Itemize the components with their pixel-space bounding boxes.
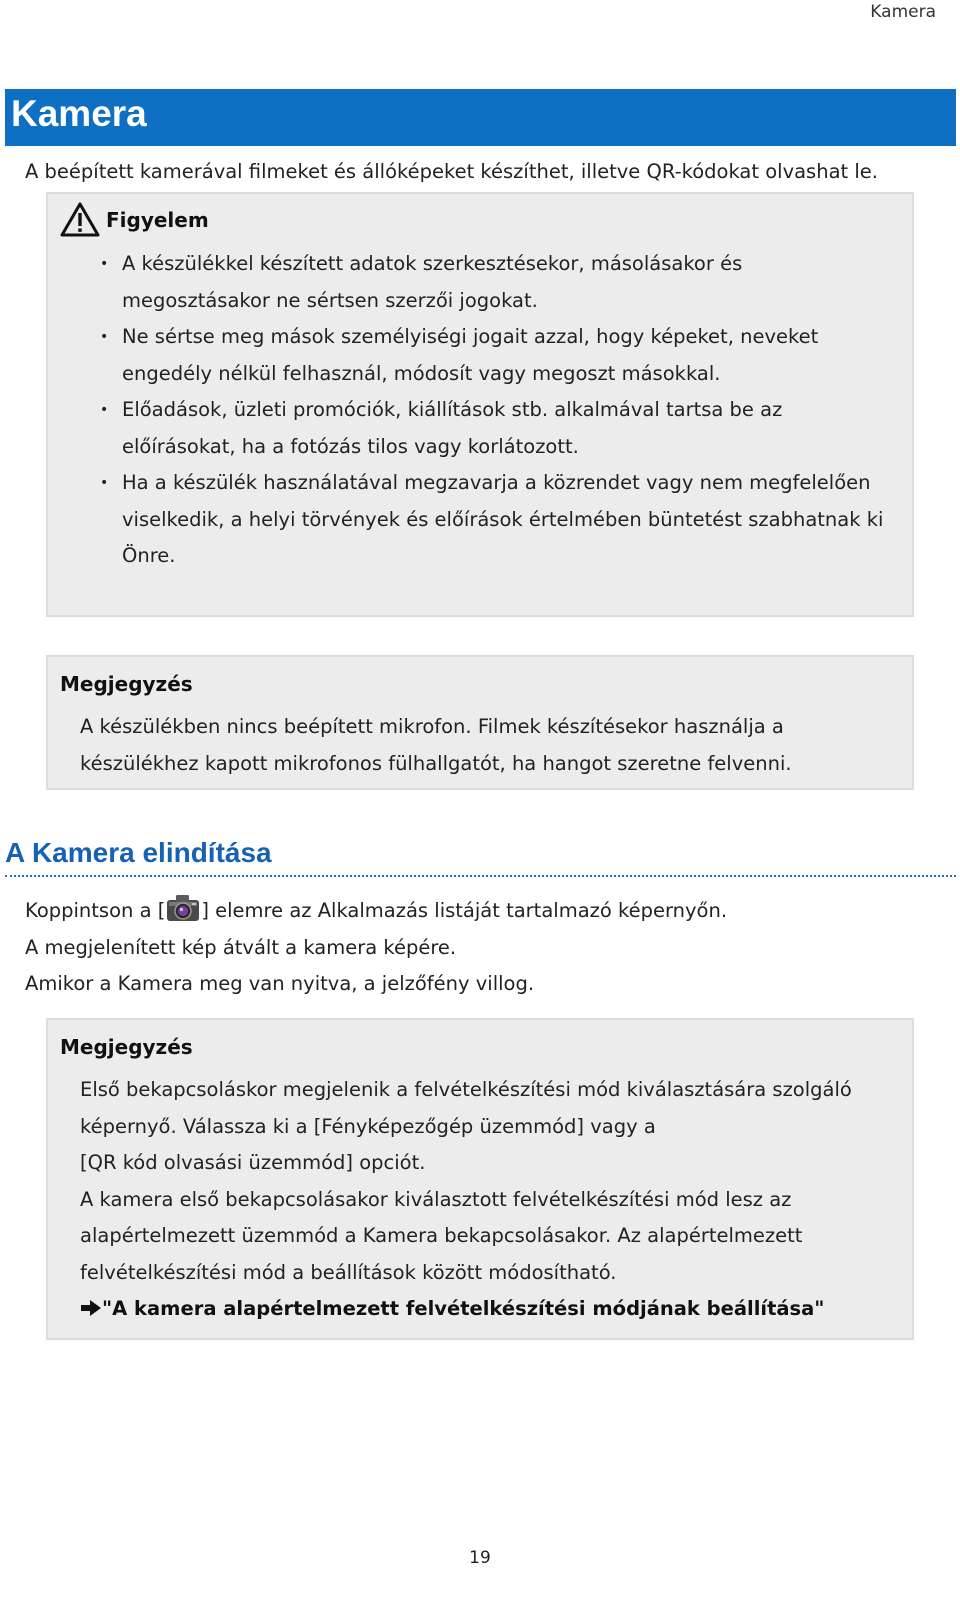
list-item: • Ne sértse meg mások személyiségi jogait azzal, hogy képeket, neveket engedély nélkül felhasznál, módosít vagy megoszt másokkal. — [100, 319, 892, 392]
warning-heading — [60, 202, 209, 238]
note-paragraph-1b: [QR kód olvasási üzemmód] opciót. — [80, 1151, 426, 1174]
reference-link-label[interactable]: "A kamera alapértelmezett felvételkészítési módjának beállítása" — [102, 1297, 825, 1320]
list-item: • A készülékkel készített adatok szerkesztésekor, másolásakor és megosztásakor ne sértsen szerzői jogokat. — [100, 246, 892, 319]
page-number: 19 — [469, 1548, 491, 1568]
reference-link[interactable] — [80, 1291, 900, 1328]
note-text — [80, 1072, 900, 1328]
warning-list — [100, 246, 892, 575]
intro-text: A beépített kamerával filmeket és állóképeket készíthet, illetve QR-kódokat olvashat le. — [25, 160, 878, 183]
note-heading: Megjegyzés — [60, 1035, 193, 1059]
note-text: A készülékben nincs beépített mikrofon. Filmek készítésekor használja a készülékhez kapott mikrofonos fülhallgatót, ha hangot szeretne felvenni. — [80, 715, 792, 775]
list-item: • Előadások, üzleti promóciók, kiállítások stb. alkalmával tartsa be az előírásokat, ha a fotózás tilos vagy korlátozott. — [100, 392, 892, 465]
note-heading: Megjegyzés — [60, 672, 193, 696]
warning-box — [46, 192, 914, 617]
warning-icon — [60, 202, 100, 238]
warning-heading-label: Figyelem — [106, 208, 209, 232]
section-heading-label: A Kamera elindítása — [5, 837, 272, 868]
section-heading — [5, 837, 956, 877]
note-box-microphone — [46, 655, 914, 790]
arrow-right-icon — [80, 1299, 102, 1317]
instruction-line-3: Amikor a Kamera meg van nyitva, a jelzőfény villog. — [25, 972, 535, 995]
instruction-line — [25, 893, 727, 930]
page-title: Kamera — [11, 93, 147, 134]
title-bar — [5, 89, 956, 146]
instruction-line-2: A megjelenített kép átvált a kamera képére. — [25, 935, 457, 959]
instruction-text-before: Koppintson a [ — [25, 899, 166, 922]
instruction-text-after: ] elemre az Alkalmazás listáját tartalmazó képernyőn. — [201, 899, 728, 922]
running-header: Kamera — [870, 2, 936, 22]
note-paragraph-1a: Első bekapcsoláskor megjelenik a felvételkészítési mód kiválasztására szolgáló képernyő. Válassza ki a [Fényképezőgép üzemmód] vagy a — [80, 1078, 852, 1138]
list-item: • Ha a készülék használatával megzavarja a közrendet vagy nem megfelelően viselkedik, a helyi törvények és előírások értelmében büntetést szabhatnak ki Önre. — [100, 465, 892, 575]
note-paragraph-2: A kamera első bekapcsolásakor kiválasztott felvételkészítési mód lesz az alapértelmezett üzemmód a Kamera bekapcsolásakor. Az alapértelmezett felvételkészítési mód a beállítások között módosítható. — [80, 1187, 803, 1284]
note-box-mode — [46, 1018, 914, 1340]
camera-app-icon — [165, 893, 201, 923]
section-body — [25, 893, 727, 1003]
